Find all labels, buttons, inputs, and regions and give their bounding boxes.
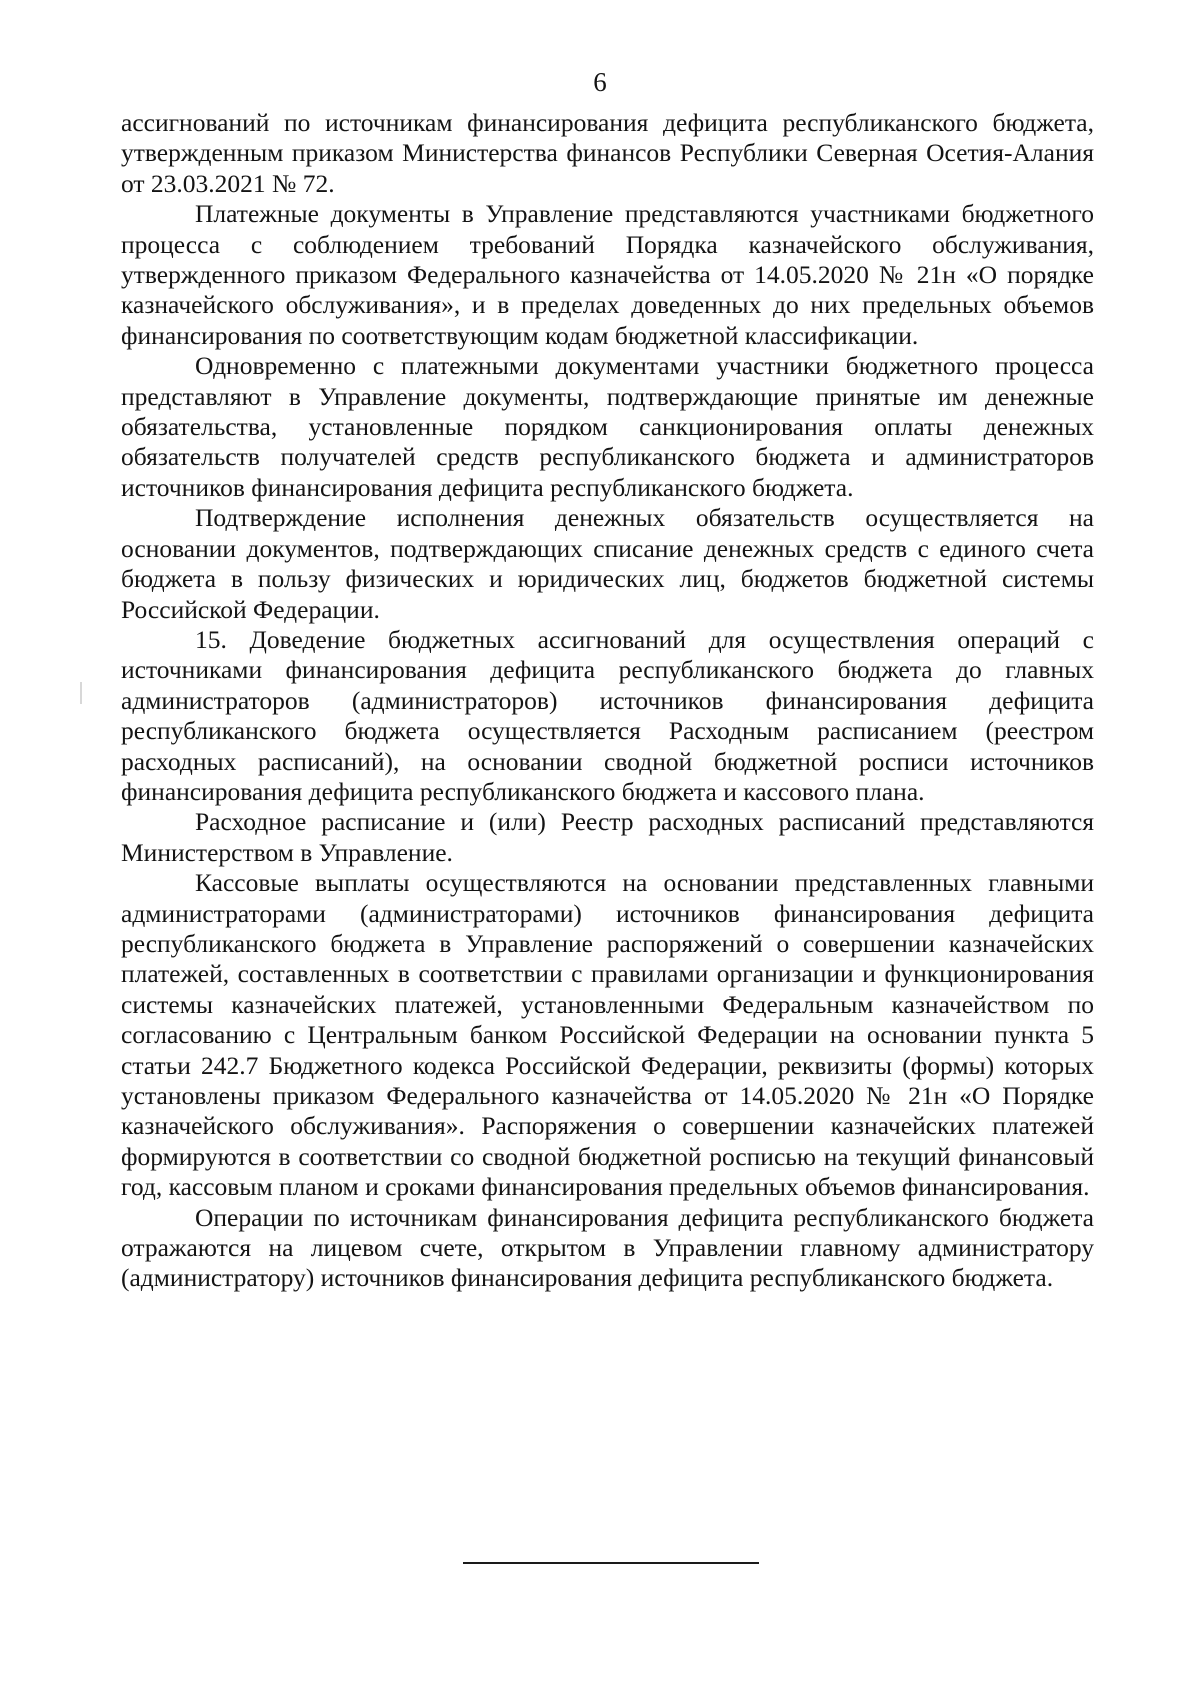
paragraph-section-15: 15. Доведение бюджетных ассигнований для осуществления операций с источниками финансирования дефицита республиканского бюджета до главных администраторов (администраторов) источников финансирования дефицита республиканского бюджета осуществляется Расходным расписанием (реестром расходных расписаний), на основании сводной бюджетной росписи источников финансирования дефицита республиканского бюджета и кассового плана. (121, 624, 1094, 806)
paragraph-continuation: ассигнований по источникам финансирования дефицита республиканского бюджета, утвержденным приказом Министерства финансов Республики Северная Осетия-Алания от 23.03.2021 № 72. (121, 108, 1094, 198)
closing-divider (463, 1562, 759, 1564)
scan-artifact (80, 682, 82, 704)
paragraph-payment-documents: Платежные документы в Управление представляются участниками бюджетного процесса с соблюдением требований Порядка казначейского обслуживания, утвержденного приказом Федерального казначейства от 14.05.2020 № 21н «О порядке казначейского обслуживания», и в пределах доведенных до них предельных объемов финансирования по соответствующим кодам бюджетной классификации. (121, 199, 1094, 350)
paragraph-cash-payments: Кассовые выплаты осуществляются на основании представленных главными администраторами (администраторами) источников финансирования дефицита республиканского бюджета в Управление распоряжений о совершении казначейских платежей, составленных в соответствии с правилами организации и функционирования системы казначейских платежей, установленными Федеральным казначейством по согласованию с Центральным банком Российской Федерации на основании пункта 5 статьи 242.7 Бюджетного кодекса Российской Федерации, реквизиты (формы) которых установлены приказом Федерального казначейства от 14.05.2020 № 21н «О Порядке казначейского обслуживания». Распоряжения о совершении казначейских платежей формируются в соответствии со сводной бюджетной росписью на текущий финансовый год, кассовым планом и сроками финансирования предельных объемов финансирования. (121, 868, 1094, 1202)
document-body (121, 108, 1094, 1294)
paragraph-expense-schedule: Расходное расписание и (или) Реестр расходных расписаний представляются Министерством в Управление. (121, 807, 1094, 867)
paragraph-supporting-documents: Одновременно с платежными документами участники бюджетного процесса представляют в Управление документы, подтверждающие принятые им денежные обязательства, установленные порядком санкционирования оплаты денежных обязательств получателей средств республиканского бюджета и администраторов источников финансирования дефицита республиканского бюджета. (121, 351, 1094, 502)
paragraph-operations: Операции по источникам финансирования дефицита республиканского бюджета отражаются на лицевом счете, открытом в Управлении главному администратору (администратору) источников финансирования дефицита республиканского бюджета. (121, 1202, 1094, 1293)
paragraph-confirmation: Подтверждение исполнения денежных обязательств осуществляется на основании документов, подтверждающих списание денежных средств с единого счета бюджета в пользу физических и юридических лиц, бюджетов бюджетной системы Российской Федерации. (121, 503, 1094, 624)
page-number: 6 (593, 67, 607, 97)
